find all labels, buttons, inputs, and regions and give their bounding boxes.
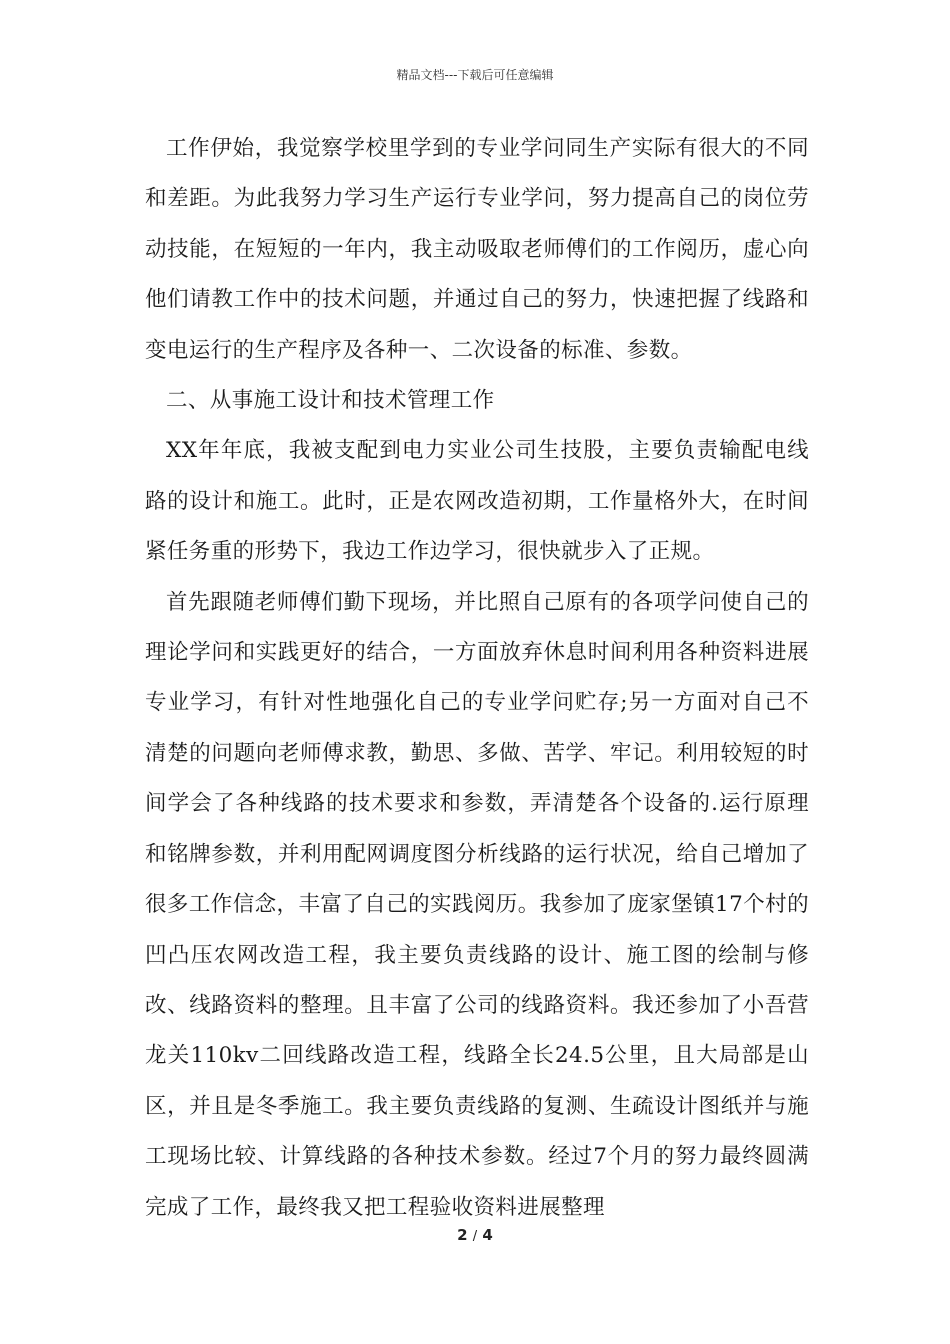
- page-total: 4: [482, 1226, 493, 1244]
- page-separator: /: [472, 1229, 478, 1244]
- paragraph-experience: 首先跟随老师傅们勤下现场，并比照自己原有的各项学问使自己的理论学问和实践更好的结合，一方面放弃休息时间利用各种资料进展专业学习，有针对性地强化自己的专业学问贮存;另一方面对自己不清楚的问题向老师傅求教，勤思、多做、苦学、牢记。利用较短的时间学会了各种线路的技术要求和参数，弄清楚各个设备的.运行原理和铭牌参数，并利用配网调度图分析线路的运行状况，给自己增加了很多工作信念，丰富了自己的实践阅历。我参加了庞家堡镇17个村的凹凸压农网改造工程，我主要负责线路的设计、施工图的绘制与修改、线路资料的整理。且丰富了公司的线路资料。我还参加了小吾营龙关110kv二回线路改造工程，线路全长24.5公里，且大局部是山区，并且是冬季施工。我主要负责线路的复测、生疏设计图纸并与施工现场比较、计算线路的各种技术参数。经过7个月的努力最终圆满完成了工作，最终我又把工程验收资料进展整理: [145, 589, 809, 1220]
- page-header: 精品文档---下载后可任意编辑: [396, 68, 554, 82]
- section-heading: 二、从事施工设计和技术管理工作: [166, 388, 495, 414]
- page-current: 2: [457, 1226, 468, 1244]
- document-body: [145, 124, 809, 1233]
- paragraph-intro: 工作伊始，我觉察学校里学到的专业学问同生产实际有很大的不同和差距。为此我努力学习生产运行专业学问，努力提高自己的岗位劳动技能，在短短的一年内，我主动吸取老师傅们的工作阅历，虚心向他们请教工作中的技术问题，并通过自己的努力，快速把握了线路和变电运行的生产程序及各种一、二次设备的标准、参数。: [145, 136, 809, 363]
- paragraph-assignment: XX年年底，我被支配到电力实业公司生技股，主要负责输配电线路的设计和施工。此时，正是农网改造初期，工作量格外大，在时间紧任务重的形势下，我边工作边学习，很快就步入了正规。: [145, 438, 809, 565]
- page-number: [0, 1226, 950, 1244]
